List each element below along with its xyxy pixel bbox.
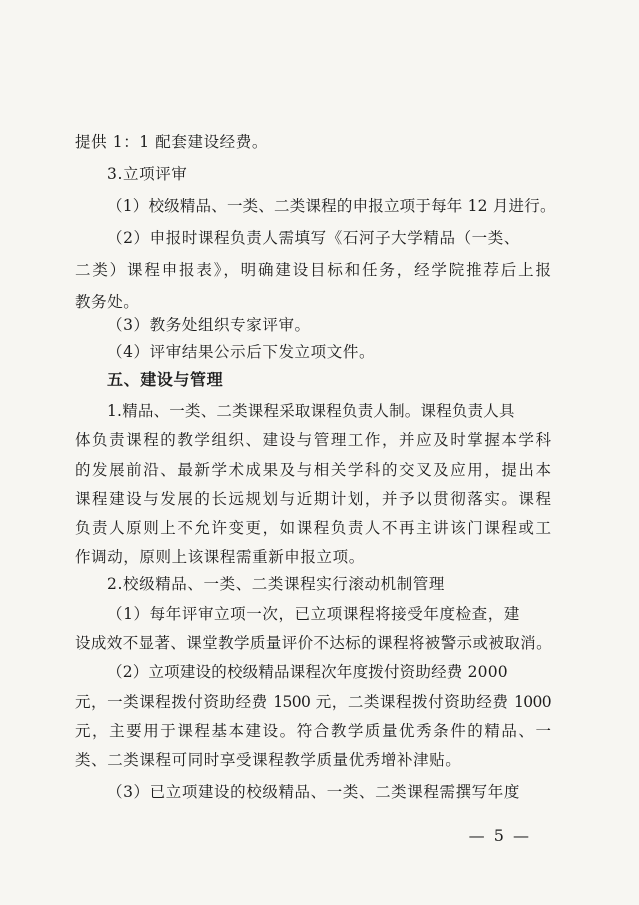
text-line: 元，一类课程拨付资助经费 1500 元，二类课程拨付资助经费 1000 xyxy=(75,693,551,711)
text-line: 二类）课程申报表》，明确建设目标和任务，经学院推荐后上报 xyxy=(75,261,551,279)
text-line: 作调动，原则上该课程需重新申报立项。 xyxy=(75,548,365,566)
page-number: — 5 — xyxy=(468,826,531,845)
text-line: 设成效不显著、课堂教学质量评价不达标的课程将被警示或被取消。 xyxy=(75,634,551,652)
text-line: （4）评审结果公示后下发立项文件。 xyxy=(107,343,376,361)
text-line: 2.校级精品、一类、二类课程实行滚动机制管理 xyxy=(107,575,445,593)
text-line: （2）立项建设的校级精品课程次年度拨付资助经费 2000 xyxy=(107,663,508,681)
text-line: （2）申报时课程负责人需填写《石河子大学精品（一类、 xyxy=(107,229,520,247)
text-line: 元，主要用于课程基本建设。符合教学质量优秀条件的精品、一 xyxy=(75,722,551,740)
text-line: （3）已立项建设的校级精品、一类、二类课程需撰写年度 xyxy=(107,783,520,801)
text-line: 1.精品、一类、二类课程采取课程负责人制。课程负责人具 xyxy=(107,402,515,420)
text-line: 3.立项评审 xyxy=(107,165,188,183)
text-line: 课程建设与发展的长远规划与近期计划，并予以贯彻落实。课程 xyxy=(75,490,551,508)
text-line: （1）校级精品、一类、二类课程的申报立项于每年 12 月进行。 xyxy=(107,197,556,215)
text-line: 类、二类课程可同时享受课程教学质量优秀增补津贴。 xyxy=(75,751,462,769)
text-line: （3）教务处组织专家评审。 xyxy=(107,316,311,334)
text-line: 提供 1：1 配套建设经费。 xyxy=(75,133,268,151)
text-line: （1）每年评审立项一次，已立项课程将接受年度检查，建 xyxy=(107,605,520,623)
text-line: 负责人原则上不允许变更，如课程负责人不再主讲该门课程或工 xyxy=(75,519,551,537)
text-line: 体负责课程的教学组织、建设与管理工作，并应及时掌握本学科 xyxy=(75,431,551,449)
text-line: 教务处。 xyxy=(75,293,140,311)
text-line: 的发展前沿、最新学术成果及与相关学科的交叉及应用，提出本 xyxy=(75,461,551,479)
section-heading: 五、建设与管理 xyxy=(107,370,224,389)
